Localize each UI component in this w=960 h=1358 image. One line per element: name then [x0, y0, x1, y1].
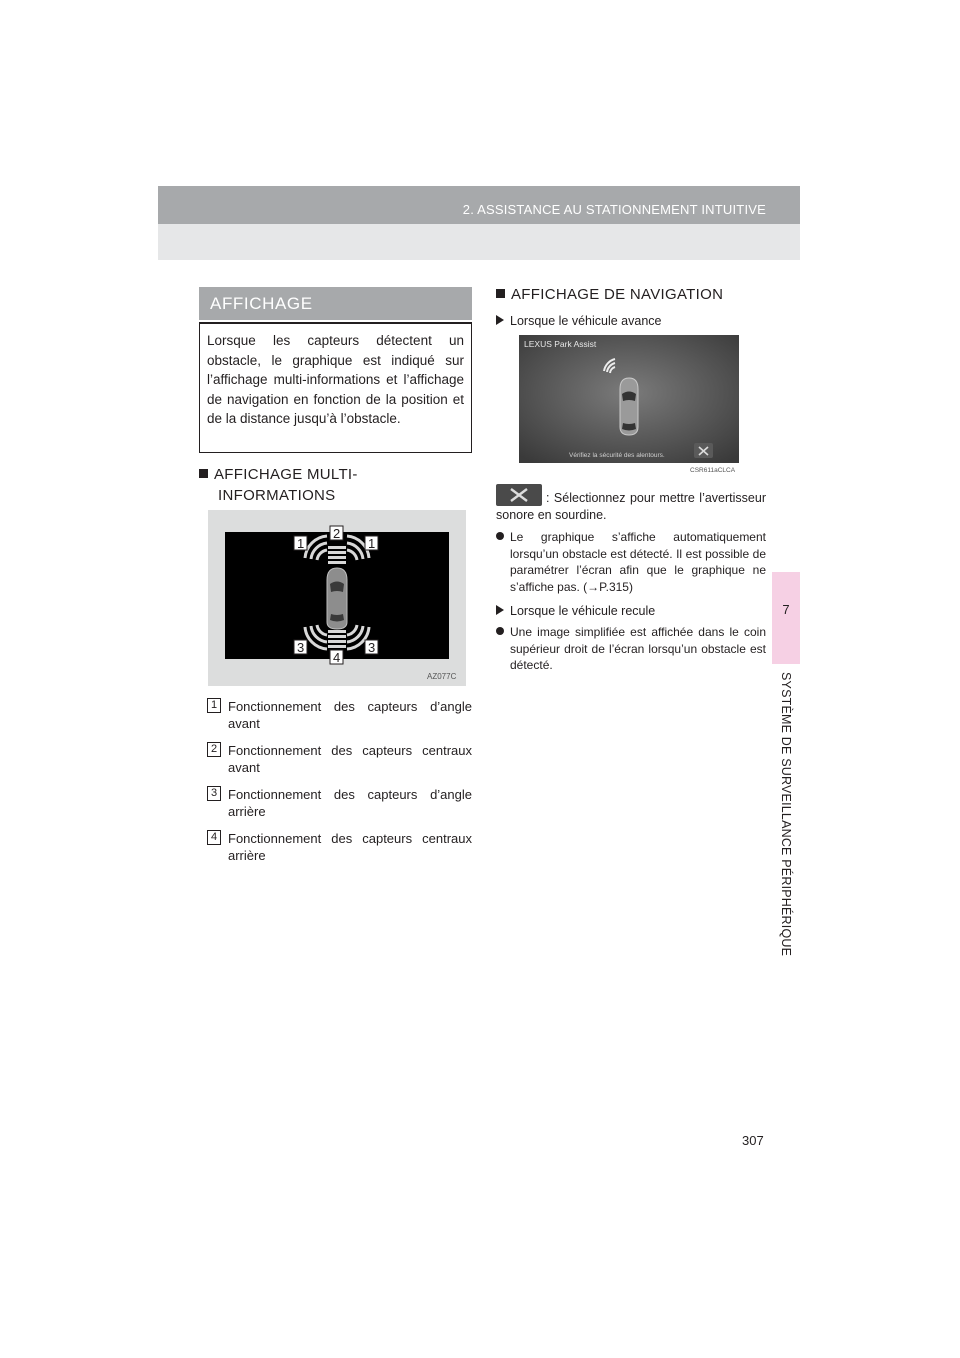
park-assist-screen: [519, 335, 753, 475]
figure-code: AZ077C: [427, 672, 457, 681]
square-bullet-icon: [199, 469, 208, 478]
chapter-side-title: [772, 672, 800, 962]
section-heading: AFFICHAGE: [210, 294, 313, 313]
screen-title: LEXUS Park Assist: [524, 339, 597, 349]
callout-3-left: 3: [297, 640, 305, 655]
note-2: [496, 624, 766, 674]
page-number: 307: [742, 1133, 764, 1148]
item-text-1: Fonctionnement des capteurs d’angle avant: [228, 699, 472, 731]
chapter-number: 7: [782, 602, 790, 617]
section-heading-box: [199, 287, 472, 320]
chapter-title: SYSTÈME DE SURVEILLANCE PÉRIPHÉRIQUE: [779, 672, 793, 957]
item-badge-3: 3: [207, 786, 221, 801]
navigation-figure: [519, 335, 739, 474]
note-1: [496, 529, 766, 595]
callout-2: 2: [333, 526, 341, 541]
multi-info-heading-line1: AFFICHAGE MULTI-: [214, 466, 358, 483]
item-badge-1: 1: [207, 698, 221, 713]
reverse-label-text: Lorsque le véhicule recule: [510, 604, 656, 618]
round-bullet-icon: [496, 627, 504, 635]
navigation-heading: [496, 286, 723, 303]
note-1-text: Le graphique s’affiche automatiquement lorsqu’un obstacle est détecté. Il est possible de paramétrer l’écran afin que le graphique ne s’affiche pas. (→P.315): [510, 530, 766, 594]
callout-1-left: 1: [297, 536, 305, 551]
square-bullet-icon: [496, 289, 505, 298]
forward-label: [496, 314, 662, 328]
multi-info-heading-line2: INFORMATIONS: [218, 487, 336, 504]
reverse-label: [496, 604, 655, 618]
car-icon: [327, 568, 347, 629]
item-text-2: Fonctionnement des capteurs centraux avant: [228, 743, 472, 775]
header-subbar: [158, 224, 800, 260]
triangle-bullet-icon: [496, 315, 504, 325]
triangle-bullet-icon: [496, 605, 504, 615]
forward-label-text: Lorsque le véhicule avance: [510, 314, 662, 328]
item-badge-4: 4: [207, 830, 221, 845]
item-badge-2: 2: [207, 742, 221, 757]
item-text-3: Fonctionnement des capteurs d’angle arrière: [228, 787, 472, 819]
screen-figure-code: CSR611aCLCA: [690, 467, 736, 474]
round-bullet-icon: [496, 532, 504, 540]
header-bar: [158, 186, 800, 224]
intro-box: [199, 322, 472, 453]
intro-text: Lorsque les capteurs détectent un obstacle, le graphique est indiqué sur l’affichage multi-informations et l’affichage de navigation en fonction de la position et de la distance jusqu’à l’obstacle.: [207, 333, 464, 427]
multi-info-figure: [208, 510, 466, 686]
chapter-tab: [772, 572, 800, 664]
screen-message: Vérifiez la sécurité des alentours.: [569, 452, 665, 459]
callout-1-right: 1: [368, 536, 376, 551]
callout-4: 4: [333, 650, 341, 665]
multi-info-heading: [199, 466, 472, 504]
note-2-text: Une image simplifiée est affichée dans le coin supérieur droit de l’écran lorsqu’un obstacle est détecté.: [510, 625, 766, 672]
navigation-heading-text: AFFICHAGE DE NAVIGATION: [511, 286, 724, 303]
callout-3-right: 3: [368, 640, 376, 655]
item-text-4: Fonctionnement des capteurs centraux arrière: [228, 831, 472, 863]
mute-description: : Sélectionnez pour mettre l’avertisseur sonore en sourdine.: [496, 491, 766, 522]
multi-info-illustration: [208, 510, 466, 686]
header-title: 2. ASSISTANCE AU STATIONNEMENT INTUITIVE: [462, 202, 766, 217]
car-icon: [620, 378, 638, 435]
